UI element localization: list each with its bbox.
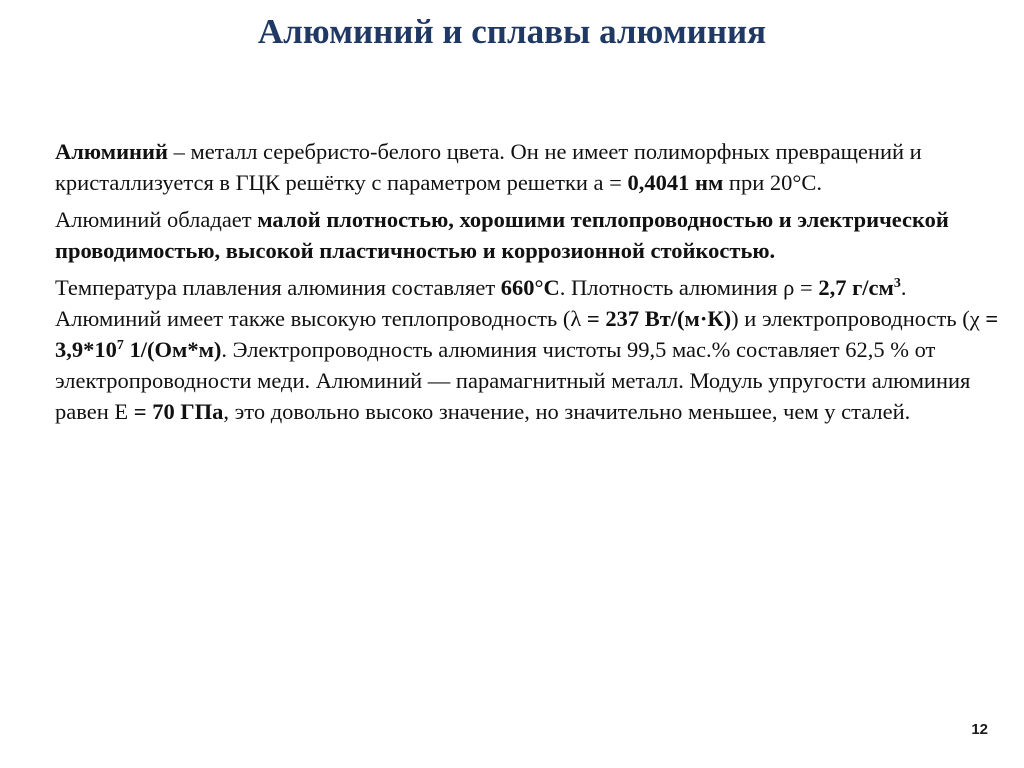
text-span: , это довольно высоко значение, но значительно меньшее, чем у сталей. [223, 399, 911, 424]
melting-point: 660°С [500, 275, 560, 300]
text-span: Температура плавления алюминия составляет [55, 275, 501, 300]
text-span: . Плотность алюминия [559, 275, 784, 300]
superscript: 3 [893, 276, 901, 291]
thermal-conductivity-value: = 237 Вт/(м·К) [581, 306, 732, 331]
conductivity-value: = 3,9*10 [55, 306, 999, 362]
paragraph-definition [55, 136, 1000, 198]
rho-symbol: ρ [783, 275, 795, 300]
text-span: = [794, 275, 819, 300]
slide-title: Алюминий и сплавы алюминия [257, 12, 767, 51]
properties-list: малой плотностью, хорошими теплопроводностью и электрической проводимостью, высокой пластичностью и коррозионной стойкостью. [55, 207, 949, 263]
paragraph-physical-data [55, 272, 1000, 427]
text-span: при 20°С. [723, 170, 822, 195]
lattice-parameter: 0,4041 нм [627, 170, 724, 195]
elastic-modulus-value: = 70 ГПа [133, 399, 224, 424]
paragraph-properties [55, 204, 1000, 266]
text-span: Алюминий обладает [55, 207, 258, 232]
density-value: 2,7 г/см [818, 275, 894, 300]
slide-body [55, 136, 1000, 433]
text-span: . Алюминий имеет также высокую теплопроводность ( [55, 275, 907, 331]
chi-symbol: χ [969, 306, 980, 331]
term-aluminum: Алюминий [55, 139, 168, 164]
text-span: . Электропроводность алюминия чистоты 99,5 мас.% составляет 62,5 % от электропроводности меди. Алюминий — парамагнитный металл. Модуль упругости алюминия равен Е [55, 337, 971, 424]
conductivity-unit: 1/(Ом*м) [123, 337, 222, 362]
text-span: ) и электропроводность ( [731, 306, 970, 331]
text-span: – металл серебристо-белого цвета. Он не имеет полиморфных превращений и кристаллизуется в ГЦК решётку с параметром решетки а = [55, 139, 922, 195]
superscript: 7 [116, 338, 124, 353]
page-number: 12 [971, 721, 988, 738]
lambda-symbol: λ [570, 306, 582, 331]
